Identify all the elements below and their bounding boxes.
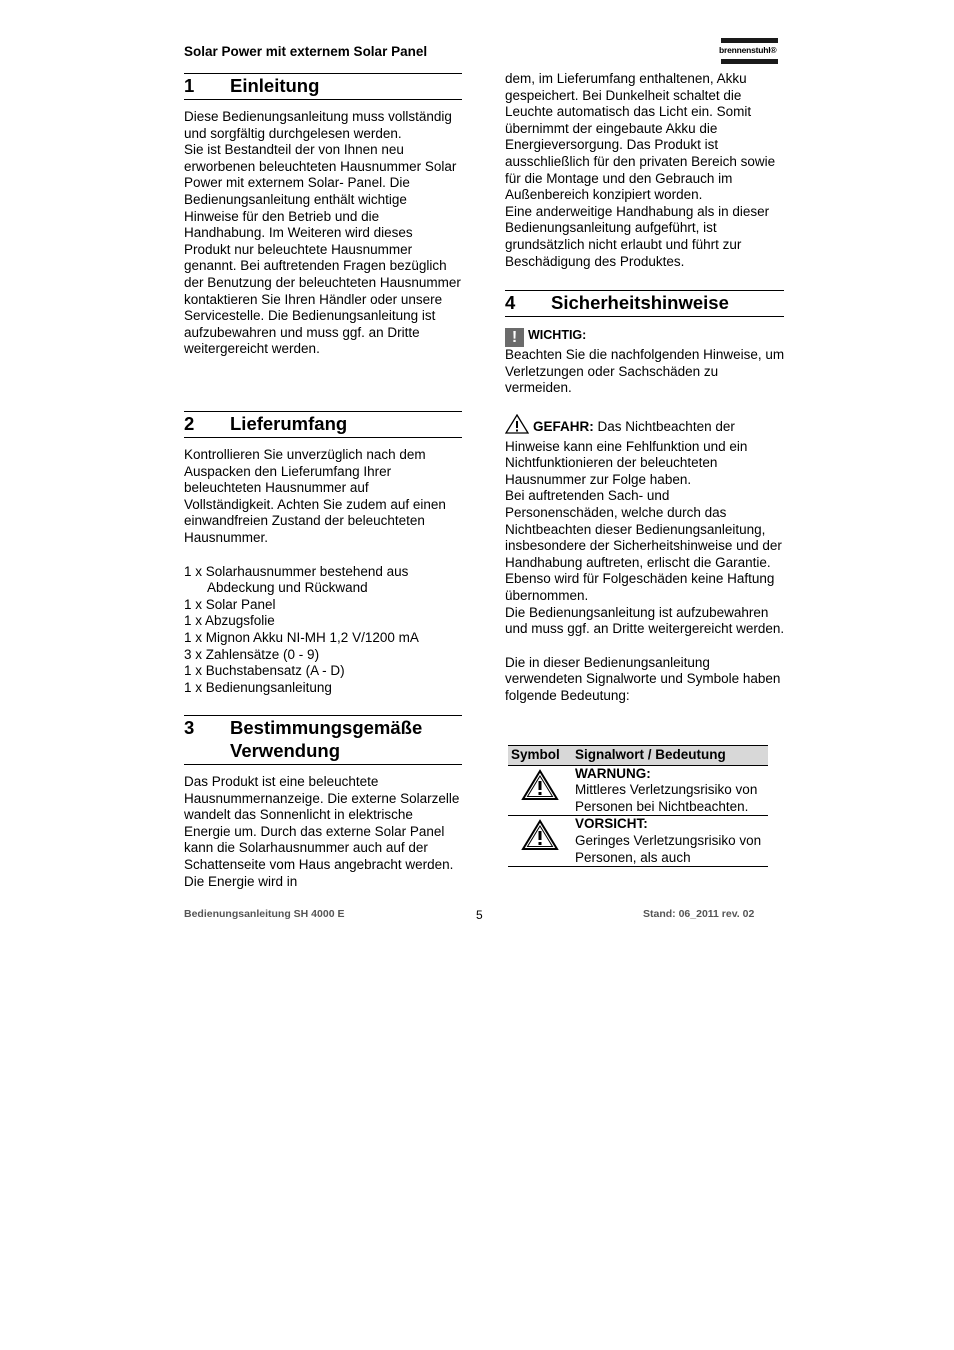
section-number: 4 — [505, 292, 516, 313]
logo-bottom-bar — [721, 59, 778, 64]
document-header-title: Solar Power mit externem Solar Panel — [184, 44, 428, 59]
table-header-row — [508, 746, 768, 766]
paragraph: Die Bedienungsanleitung ist aufzubewahren und muss ggf. an Dritte weitergereicht werden. — [505, 604, 785, 637]
list-item: 1 x Buchstabensatz (A - D) — [184, 663, 345, 679]
signal-word-table — [508, 745, 768, 867]
list-item: 1 x Abzugsfolie — [184, 613, 275, 629]
paragraph: Die in dieser Bedienungsanleitung verwendeten Signalworte und Symbole haben folgende Bedeutung: — [505, 654, 781, 703]
list-item: Abdeckung und Rückwand — [207, 580, 368, 596]
section-title: Einleitung — [230, 75, 320, 96]
list-item: 1 x Bedienungsanleitung — [184, 679, 332, 695]
section-3-heading — [184, 715, 462, 765]
section-title-line-2: Verwendung — [230, 740, 340, 761]
table-cell — [572, 816, 768, 867]
section-4-heading — [505, 290, 784, 317]
section-number: 3 — [184, 717, 195, 738]
table-cell — [508, 816, 572, 867]
paragraph: Diese Bedienungsanleitung muss vollständig und sorgfältig durchgelesen werden. — [184, 109, 452, 141]
paragraph: Sie ist Bestandteil der von Ihnen neu erworbenen beleuchteten Hausnummer Solar Power mit externem Solar- Panel. Die Bedienungsanleitung enthält wichtige Hinweise für den Betrieb und die Handhabung. Im Weiteren wird dieses Produkt nur beleuchtete Hausnummer genannt. Bei auftretenden Fragen bezüglich der Benutzung der beleuchteten Hausnummer kontaktieren Sie Ihren Händler oder unsere Servicestelle. Die Bedienungsanleitung ist aufzubewahren und muss ggf. an Dritte weitergereicht werden. — [184, 142, 461, 357]
section-number: 2 — [184, 413, 195, 434]
section-number: 1 — [184, 75, 195, 96]
paragraph: dem, im Lieferumfang enthaltenen, Akku gespeichert. Bei Dunkelheit schaltet die Leuchte automatisch das Licht ein. Somit übernimmt der eingebaute Akku die Energieversorgung. Das Produkt ist ausschließlich für den privaten Bereich sowie für die Montage und den Gebrauch im Außenbereich konzipiert worden. — [505, 71, 776, 203]
table-header-cell: Symbol — [508, 746, 572, 766]
signal-meaning: Geringes Verletzungsrisiko von Personen, als auch — [575, 832, 762, 865]
signal-meaning: Mittleres Verletzungsrisiko von Personen bei Nichtbeachten. — [575, 782, 758, 814]
important-label: WICHTIG: — [528, 328, 587, 342]
section-3-body-right — [505, 71, 785, 270]
table-header-cell: Signalwort / Bedeutung — [572, 746, 768, 766]
table-cell — [572, 765, 768, 816]
paragraph: Beachten Sie die nachfolgenden Hinweise, um Verletzungen oder Sachschäden zu vermeiden. — [505, 347, 785, 396]
list-item: 3 x Zahlensätze (0 - 9) — [184, 646, 320, 662]
important-notice — [505, 327, 785, 397]
paragraph: Das Produkt ist eine beleuchtete Hausnummernanzeige. Die externe Solarzelle wandelt das Sonnenlicht in elektrische Energie um. Durch das externe Solar Panel kann die Solarhausnummer auch auf der Schattenseite vom Haus angebracht werden. Die Energie wird in — [184, 774, 460, 889]
section-2-body — [184, 447, 462, 696]
paragraph: Eine anderweitige Handhabung als in dieser Bedienungsanleitung aufgeführt, ist grundsätzlich nicht erlaubt und führt zur Beschädigung des Produktes. — [505, 203, 770, 269]
danger-notice — [505, 414, 785, 705]
paragraph: Das Nichtbeachten der Hinweise kann eine Fehlfunktion und ein Nichtfunktionieren der beleuchteten Hausnummer zur Folge haben. — [505, 419, 748, 487]
section-1-heading — [184, 73, 462, 100]
warning-triangle-icon — [521, 819, 559, 851]
section-1-body — [184, 109, 462, 358]
list-item: 1 x Solar Panel — [184, 596, 276, 612]
section-title: Lieferumfang — [230, 413, 348, 434]
logo-wordmark: brennenstuhl® — [719, 45, 777, 55]
paragraph: Kontrollieren Sie unverzüglich nach dem Auspacken den Lieferumfang Ihrer beleuchteten Hausnummer auf Vollständigkeit. Achten Sie zudem auf einen einwandfreien Zustand der beleuchteten Hausnummer. — [184, 447, 446, 545]
signal-word: VORSICHT: — [575, 816, 648, 832]
table-cell — [508, 765, 572, 816]
contents-list — [184, 564, 462, 697]
list-item: 1 x Solarhausnummer bestehend aus — [184, 563, 409, 579]
paragraph: Ebenso wird für Folgeschäden keine Haftung übernommen. — [505, 571, 775, 603]
section-3-body-left — [184, 774, 462, 890]
brand-logo — [719, 38, 781, 66]
danger-label: GEFAHR: — [533, 419, 594, 434]
section-2-heading — [184, 411, 462, 438]
logo-top-bar — [721, 38, 778, 43]
paragraph: Bei auftretenden Sach- und Personenschäden, welche durch das Nichtbeachten dieser Bedienungsanleitung, insbesondere der Sicherheitshinweise und der Handhabung auftreten, erlischt die Garantie. — [505, 488, 782, 570]
footer-manual-id: Bedienungsanleitung SH 4000 E — [184, 908, 345, 920]
footer-revision: Stand: 06_2011 rev. 02 — [643, 908, 755, 920]
exclamation-icon: ! — [505, 328, 524, 347]
page-number: 5 — [476, 908, 483, 922]
table-row — [508, 816, 768, 867]
list-item: 1 x Mignon Akku NI-MH 1,2 V/1200 mA — [184, 629, 419, 645]
table-row — [508, 765, 768, 816]
warning-triangle-icon — [521, 769, 559, 801]
section-title: Sicherheitshinweise — [551, 292, 729, 313]
section-title-line-1: Bestimmungsgemäße — [230, 717, 423, 738]
warning-triangle-icon — [505, 414, 529, 439]
signal-word: WARNUNG: — [575, 765, 651, 781]
